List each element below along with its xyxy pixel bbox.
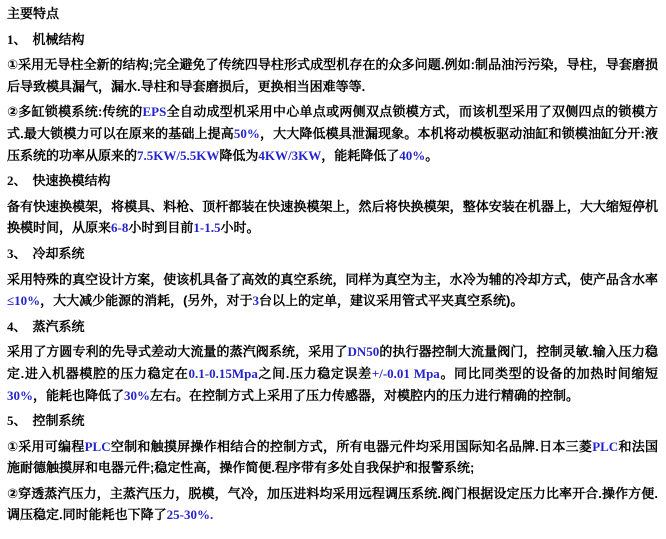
text-run: 之间.压力稳定误差 bbox=[257, 365, 372, 381]
highlight-value: 0.1-0.15Mpa bbox=[188, 365, 258, 381]
text-run: 控制系统 bbox=[32, 413, 85, 429]
paragraph bbox=[7, 101, 658, 166]
text-run: 左右。在控制方式上采用了压力传感器，对模腔内的压力进行精确的控制。 bbox=[150, 387, 580, 403]
highlight-value: 40% bbox=[399, 147, 426, 163]
text-run: 采用了方圆专利的先导式差动大流量的蒸汽阀系统，采用了 bbox=[7, 344, 348, 360]
section-heading bbox=[7, 243, 658, 265]
highlight-value: DN50 bbox=[347, 344, 380, 360]
text-run: 机械结构 bbox=[32, 31, 85, 47]
text-run: 采用特殊的真空设计方案，使该机具备了高效的真空系统，同样为真空为主，水冷为辅的冷却方式，使产品含水率 bbox=[7, 271, 658, 287]
text-run: 。 bbox=[425, 147, 439, 163]
highlight-value: 30% bbox=[7, 387, 33, 403]
section-heading bbox=[7, 29, 658, 51]
doc-title: 主要特点 bbox=[7, 6, 60, 21]
text-run: 。同比同类型的设备的加热时间缩短 bbox=[439, 365, 658, 381]
highlight-value: 7.5KW/5.5KW bbox=[137, 147, 220, 163]
highlight-value: PLC bbox=[84, 438, 111, 454]
highlight-value: 3 bbox=[252, 293, 259, 309]
highlight-value: PLC bbox=[592, 438, 619, 454]
section-heading bbox=[7, 170, 658, 192]
highlight-value: ≤10% bbox=[7, 293, 41, 309]
text-run: 备有快速换模架，将模具、料枪、顶杆都装在快速换模架上，然后将快换模架，整体安装在机器上，大大缩短停机换模时间，从原来 bbox=[7, 198, 658, 236]
highlight-value: 30% bbox=[124, 387, 151, 403]
text-run: ②穿透蒸汽压力，主蒸汽压力，脱模，气冷，加压进料均采用远程调压系统.阀门根据设定压力比率开合.操作方便.调压稳定.同时能耗也下降了 bbox=[7, 485, 658, 523]
paragraph bbox=[7, 436, 658, 479]
text-run: 小时到目前 bbox=[128, 220, 194, 236]
paragraph bbox=[7, 341, 658, 406]
text-run: 全自动成型机采用中心单点或两侧双点锁模方式，而该机型采用了双侧四点的锁模方式.最大锁模力可以在原来的基础上提高 bbox=[7, 104, 658, 141]
text-run: ，大大降低模具泄漏现象。本机将动模板驱动油缸和锁模油缸分开:液压系统的功率从原来的 bbox=[7, 125, 658, 163]
text-run: ②多缸锁模系统:传统的 bbox=[7, 104, 143, 120]
text-run: ，大大减少能源的消耗，(另外，对于 bbox=[40, 293, 253, 309]
text-run: 台以上的定单，建议采用管式平夹真空系统)。 bbox=[258, 293, 524, 309]
text-run: 冷却系统 bbox=[32, 245, 85, 261]
section-heading bbox=[7, 410, 658, 432]
text-run: 降低为 bbox=[219, 147, 259, 163]
highlight-value: 25-30%. bbox=[166, 507, 214, 523]
text-run: 空制和触摸屏操作相结合的控制方式，所有电器元件均采用国际知名品牌.日本三菱 bbox=[110, 438, 593, 454]
paragraph bbox=[7, 269, 658, 312]
list-number: 5、 bbox=[7, 413, 27, 429]
highlight-value: 4KW/3KW bbox=[258, 147, 322, 163]
doc-body bbox=[7, 29, 658, 526]
paragraph bbox=[7, 54, 658, 97]
text-run: ①采用无导柱全新的结构;完全避免了传统四导柱形式成型机存在的众多问题.例如:制品油污污染，导柱，导套磨损后导致模具漏气，漏水.导柱和导套磨损后，更换相当困难等等. bbox=[7, 57, 658, 94]
list-number: 1、 bbox=[7, 31, 27, 47]
highlight-value: 50% bbox=[233, 125, 260, 141]
text-run: ，能耗降低了 bbox=[321, 147, 400, 163]
text-run: ，能耗也降低了 bbox=[33, 387, 125, 403]
text-run: 和法国施耐德触摸屏和电器元件;稳定性高，操作简便.程序带有多处自我保护和报警系统; bbox=[7, 438, 658, 476]
list-number: 2、 bbox=[7, 173, 27, 189]
section-heading bbox=[7, 316, 658, 338]
text-run: 蒸汽系统 bbox=[32, 318, 85, 334]
highlight-value: 6-8 bbox=[111, 220, 129, 236]
paragraph bbox=[7, 196, 658, 239]
highlight-value: +/-0.01 Mpa bbox=[371, 365, 440, 381]
text-run: 快速换模结构 bbox=[32, 173, 111, 189]
text-run: ①采用可编程 bbox=[7, 438, 85, 454]
list-number: 3、 bbox=[7, 245, 27, 261]
highlight-value: EPS bbox=[142, 104, 167, 120]
paragraph bbox=[7, 483, 658, 526]
list-number: 4、 bbox=[7, 318, 27, 334]
text-run: 的执行器控制大流量阀门，控制灵敏.输入压力稳定.进入机器模腔的压力稳定在 bbox=[7, 344, 658, 381]
highlight-value: 1-1.5 bbox=[193, 220, 221, 236]
text-run: 小时。 bbox=[220, 220, 260, 236]
